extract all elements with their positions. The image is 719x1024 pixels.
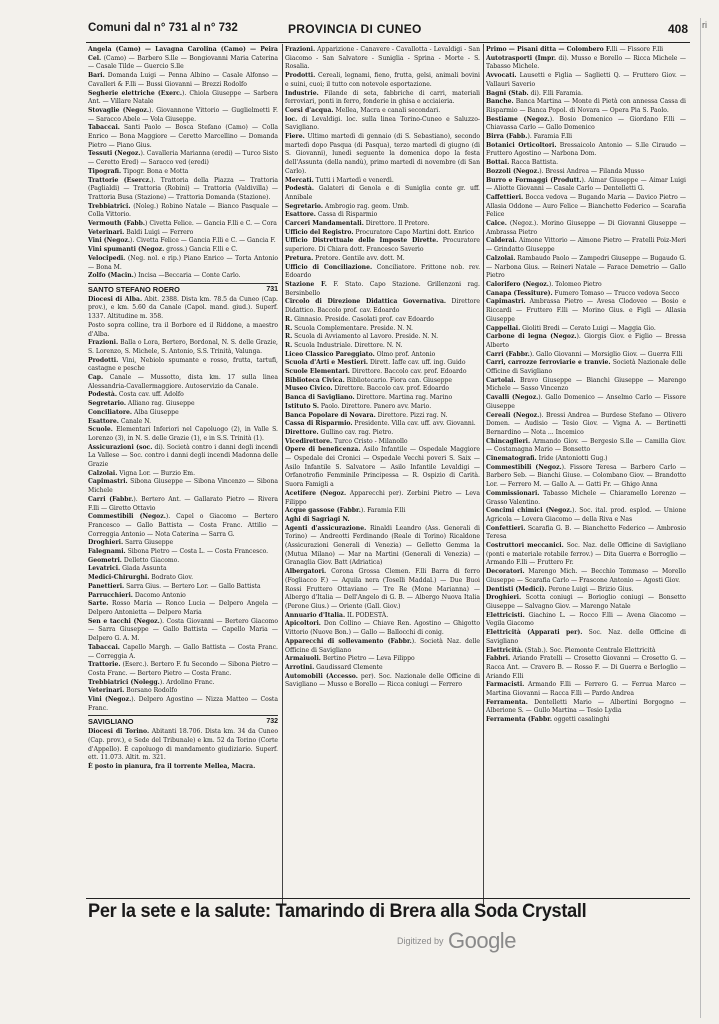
directory-entry: Medici-Chirurghi. Bodrato Giov. — [88, 574, 194, 582]
directory-entry: Veterinari. Baldi Luigi — Ferrero — [88, 228, 194, 236]
directory-entry: Burro e Formaggi (Produtt.). Aimar Giuseppe — Aimar Luigi — Aliotte Giovanni — Casale Carlo — Dentelletti G. — [486, 176, 686, 193]
directory-entry: Scuole. Elementari Inferiori nel Capoluogo (2), in Valle S. Lorenzo (3), in N. S. delle Grazie (1), e in S.S. Trinità (1). — [88, 426, 278, 442]
directory-entry: Podestà. Galateri di Genola e di Suniglia conte gr. uff. Annibale — [285, 185, 480, 201]
directory-entry: Capimastri. Ambrassa Pietro — Avesa Clodoveo — Bosio e Riccardi — Fruttero F.lli — Morino Gius. e Figli — Allasia Giuseppe — [486, 298, 686, 323]
directory-entry: Calzolai. Rambaudo Paolo — Zampedri Giuseppe — Bugaudo G. — Narbona Gius. — Reineri Natale — Farace Demetrio — Gallo Pietro — [486, 254, 686, 280]
banner-rule — [86, 898, 690, 899]
directory-entry: Arrotini. Gaudissard Clemente — [285, 663, 383, 671]
directory-entry: Sarte. Rosso Maria — Ronco Lucia — Delpero Angela — Delpero Antonietta — Delpero Maria — [88, 600, 278, 616]
directory-entry: Tessuti (Negoz.). Cavalleria Marianna (eredi) — Turco Sisto — Ceretto Ered) — Saracco ved (eredi) — [88, 150, 278, 167]
directory-entry: Cinematografi. Iride (Antoniotti Gug.) — [486, 455, 608, 463]
directory-entry: Vermouth (Fabb.) Civetta Felice. — Gancia F.lli e C. — Cora — [88, 220, 277, 228]
directory-entry: Biblioteca Civica. Bibliotecario. Fiora can. Giuseppe — [285, 376, 452, 384]
column-divider-1 — [282, 44, 283, 905]
directory-entry: Tabaccai. Santi Paolo — Bosca Stefano (Camo) — Colla Enrico — Bona Maggiore — Ceretto Marcellino — Domanda Pietro — Piano Gius. — [88, 124, 278, 149]
section-heading-savigliano — [88, 715, 278, 727]
directory-entry: Ufficio di Conciliazione. Conciliatore. Frittone nob. rev. Edoardo — [285, 263, 480, 280]
directory-entry: Vini (Negoz.). Civetta Felice — Gancia F.lli e C. — Gancia F. — [88, 237, 276, 245]
directory-entry: Bozzoli (Negoz.). Bressi Andrea — Filanda Musso — [486, 167, 645, 175]
directory-entry: Segretario. Ambrogio rag. geom. Umb. — [285, 202, 409, 210]
directory-entry: Acetifere (Negoz. Apparecchi per). Zerbini Pietro — Leva Filippo — [285, 489, 480, 506]
directory-entry: Commissionari. Tabasso Michele — Chiaramello Lorenzo — Grasso Valentino. — [486, 489, 686, 506]
directory-entry: Falegnami. Sibona Pietro — Costa L. — Costa Francesco. — [88, 548, 269, 556]
margin-mark: ri — [702, 20, 707, 30]
column-divider-2 — [483, 44, 484, 905]
header-province: PROVINCIA DI CUNEO — [288, 22, 422, 36]
directory-entry: Elettricità (Apparati per). Soc. Naz. delle Officine di Savigliano — [486, 629, 686, 645]
directory-entry: Ufficio Distrettuale delle Imposte Dirette. Procuratore superiore. Di Chiara dott. Francesco Saverio — [285, 237, 480, 254]
directory-entry: Segherie elettriche (Exerc.). Chiola Giuseppe — Sarbera Ant. — Villare Natale — [88, 89, 278, 106]
directory-entry: Bottai. Racca Battista. — [486, 159, 559, 167]
directory-entry: Cappellai. Gioliti Bredi — Cerato Luigi — Maggia Gio. — [486, 324, 656, 332]
column-2 — [285, 46, 480, 903]
directory-entry: Decoratori. Marengo Mich. — Becchio Tommaso — Morello Giuseppe — Scarafia Carlo — Frascone Antonio — Agosti Giov. — [486, 568, 686, 584]
directory-entry: Capimastri. Sibona Giuseppe — Sibona Vincenzo — Sibona Michele — [88, 478, 278, 495]
directory-entry: Farmacisti. Armando F.lli — Ferrero G. — Ferrua Marco — Martina Giovanni — Racca F.lli — Pardo Andrea — [486, 681, 686, 698]
directory-entry: Automobili (Accesso. per). Soc. Nazionale delle Officine di Savigliano — Musso e Borello — Ricca coniugi — Ferrero — [285, 672, 480, 689]
directory-entry: Aghi di Sagriagi N. — [285, 515, 350, 523]
directory-entry: Istituto S. Paolo. Direttore. Panero avv. Mario. — [285, 402, 432, 410]
header-range: Comuni dal n° 731 al n° 732 — [88, 22, 238, 34]
directory-entry: Diocesi di Alba. Abit. 2388. Dista km. 78.5 da Cuneo (Cap. prov.), e km. 5.60 da Canale (Capol. mand. giud.). Superf. 1337. Altitudine m. 358. — [88, 295, 278, 321]
directory-entry: Dentisti (Medici). Perone Luigi — Brizio Gius. — [486, 585, 634, 593]
directory-entry: Vini spumanti (Negoz. gross.) Gancia F.lli e C. — [88, 246, 238, 254]
directory-entry: Cap. Canale — Mussotto, dista km. 17 sulla linea Alessandria-Cavallermaggiore. Autoservizio da Canale. — [88, 374, 278, 390]
directory-entry: Sen e tacchi (Negoz.). Costa Giovanni — Bertero Giacomo — Sarra Giuseppe — Gallo Battista — Capello Maria — Delpero G. A. M. — [88, 617, 278, 643]
directory-entry: Calce. (Negoz.). Morino Giuseppe — Di Giovanni Giuseppe — Ambrassa Pietro — [486, 220, 686, 236]
directory-entry: R. Scuola Industriale. Direttore. N. N. — [285, 341, 403, 349]
directory-entry: Commestibili (Negoz.). Capel o Giacomo — Bertero Francesco — Gallo Battista — Costa Franc. Attilio — Correggia Antonio — Nota Caterina — Sarra G. — [88, 513, 278, 538]
directory-entry: Posto sopra colline, tra il Borbore ed il Riddone, a maestro d'Alba. — [88, 321, 278, 338]
directory-entry: Vicedirettore. Turco Cristo - Milanollo — [285, 437, 408, 445]
directory-entry: Annuario d'Italia. IL PODESTÀ. — [285, 611, 389, 619]
directory-entry: Agenti d'assicurazione. Rinaldi Leandro (Ass. Generali di Torino) — Andreotti Ferdinando (Reale di Torino) Ricaldone (Assicurazioni Generali di Venezia) — Gelletto Gemma la (Mutua Milano) — Mar na Martini (Generali di Venezia) — Granaglia Giov. Batt (Adriatica) — [285, 524, 480, 567]
directory-entry: Vini (Negoz.). Delpero Agostino — Nizza Matteo — Costa Franc. — [88, 696, 278, 712]
directory-entry: Zolfo (Macin.) Incisa —Beccaria — Conte Carlo. — [88, 272, 241, 280]
directory-entry: Ufficio del Registro. Procuratore Capo Martini dott. Enrico — [285, 228, 474, 236]
directory-entry: Canapa (Tessiture). Fumero Tomaso — Trucco vedova Secco — [486, 289, 680, 297]
directory-entry: Carbone di legna (Negoz.). Giorgis Giov. e Figlio — Bressa Alberto — [486, 333, 686, 349]
directory-entry: Levatrici. Giada Assunta — [88, 565, 167, 573]
header-rule — [86, 42, 690, 43]
directory-entry: Esattore. Canale N. — [88, 417, 152, 425]
directory-entry: Ferramenta (Fabbr. oggetti casalinghi — [486, 716, 610, 724]
directory-entry: Albergatori. Corona Grossa Clemen. F.lli Barra di ferro (Fogliacco F.) — Aquila nera (Toselli Maddal.) — Due Buoi Rossi Fruttero Ottaviano — Tre Re (Mone Marianna) — Albergo d'Italia — Dell'Angelo di G. B. — Albergo Nuova Italia (Perone Gius.) — Oriente (Gall. Giov.) — [285, 568, 480, 610]
directory-entry: Cavalli (Negoz.). Gallo Domenico — Anselmo Carlo — Fissore Giuseppe — [486, 394, 686, 410]
directory-entry: Trebbiatrici (Nolegg.). Ardolino Franc. — [88, 678, 215, 686]
page-edge — [700, 18, 713, 1018]
directory-entry: Parrucchieri. Dacomo Antonio — [88, 591, 186, 599]
directory-entry: È posto in pianura, fra il torrente Mellea, Macra. — [88, 762, 256, 770]
directory-entry: Opere di beneficenza. Asilo Infantile — Ospedale Maggiore — Ospedale dei Cronici — Ospedale Vecchi poveri S. Saix — Asilo Infantile S. Salvatore — Asilo Infantile Levaldigi — Orfanotrofio Femminile Principessa — R. Ospizio di Carità. Suora Famigli a — [285, 446, 480, 489]
directory-entry: Tabaccai. Capello Margh. — Gallo Battista — Costa Franc. — Correggia A. — [88, 643, 278, 660]
directory-entry: Liceo Classico Pareggiato. Olmo prof. Antonio — [285, 350, 436, 358]
directory-entry: R. Ginnasio. Preside. Casolati prof. cav Edoardo — [285, 315, 434, 323]
directory-entry: Costruttori meccanici. Soc. Naz. delle Officine di Savigliano (ponti e materiale rotabile ferrov.) — Dita Guerra e Borroglio — Armando F.lli — Fruttero Fr. — [486, 542, 686, 567]
directory-entry: Bestiame (Negoz.). Bosio Domenico — Giordano F.lli — Chiavassa Carlo — Gallo Domenico — [486, 115, 686, 132]
directory-entry: Chincaglieri. Armando Giov. — Bergesio S.lle — Camilla Giov. — Costamagna Mario — Bonsetto — [486, 437, 686, 454]
section-number: 732 — [266, 718, 278, 726]
directory-entry: Commestibili (Negoz.). Fissore Teresa — Barbero Carlo — Barbero Seb. — Bianchi Giuse. — Colombano Giov. — Brandotto Lor. — Ferrero M. — Gallo A. — Gatti Fr. — Ghigo Anna — [486, 463, 686, 489]
column-3 — [486, 46, 686, 903]
directory-entry: Veterinari. Borsano Rodolfo — [88, 687, 178, 695]
directory-entry: Concimi chimici (Negoz.). Soc. ital. prod. esplod. — Unione Agricola — Lovera Giacomo — della Riva e Nas — [486, 507, 686, 523]
directory-entry: Frazioni. Balla o Lora, Bertero, Bordonal, N. S. delle Grazie, S. Lorenzo, S. Michele, S. Antonio, S.S. Trinità, Valunga. — [88, 339, 278, 355]
column-1 — [88, 46, 278, 903]
directory-entry: Segretario. Alliano rag. Giuseppe — [88, 400, 195, 408]
directory-entry: Geometri. Delletto Giacomo. — [88, 556, 180, 564]
directory-entry: Fabbri. Ariando Fratelli — Crosetto Giovanni — Crosetto G. — Racca Ant. — Cravero B. — Rosso F. — Di Guerra e Berloglio — Ariando F.lli — [486, 655, 686, 680]
directory-entry: Carri (Fabbr.). Gallo Giovanni — Morsiglio Giov. — Guerra F.lli — [486, 350, 683, 358]
directory-entry: Frazioni. Apparizione - Canavere - Cavallotta - Levaldigi - San Giacomo - San Salvatore - Suniglia - Sprina - Morte - S. Rosalia. — [285, 46, 480, 71]
directory-entry: Elettricità. (Stab.). Soc. Piemonte Centrale Elettricità — [486, 646, 656, 654]
directory-entry: Trattorie (Esercz.). Trattoria della Piazza — Trattoria (Paglialdi) — Trattoria (Robini) — Trattoria (Valdivilla) — Trattoria Busa (Stazione) — Trattoria Domanda (Stazione). — [88, 176, 278, 201]
directory-entry: Panettieri. Sarra Gius. — Bertero Lor. — Gallo Battista — [88, 582, 261, 590]
directory-entry: Velocipedi. (Neg. nol. e rip.) Piano Enrico — Torta Antonio — Bona M. — [88, 254, 278, 271]
directory-entry: Esattore. Cassa di Risparmio — [285, 211, 378, 219]
directory-entry: Diocesi di Torino. Abitanti 18.706. Dista km. 34 da Cuneo (Cap. prov.), e Sede del Tribunale) e km. 52 da Torino (Corte d'Appello). È capoluogo di mandamento giudiziario. Superf. ett. 11.073. Altit. m. 321. — [88, 728, 278, 762]
directory-entry: Acque gassose (Fabbr.). Faramia F.lli — [285, 507, 406, 515]
directory-entry: Carri (Fabbr.). Bertero Ant. — Gallarato Pietro — Rivera F.lli — Giretto Ottavio — [88, 495, 278, 512]
directory-entry: R. Scuola Complementare. Preside. N. N. — [285, 324, 413, 332]
directory-entry: Primo — Pisani ditta — Colombero F.lli — Fissore F.lli — [486, 46, 664, 53]
directory-entry: Confettieri. Scarafia G. B. — Bianchetto Federico — Ambrosio Teresa — [486, 524, 686, 541]
page-number: 408 — [667, 22, 688, 36]
directory-entry: Pretura. Pretore. Gentile avv. dott. M. — [285, 254, 405, 262]
directory-entry: Mercati. Tutti i Martedì e venerdì. — [285, 176, 394, 184]
digitized-by-watermark — [397, 928, 577, 958]
directory-entry: Angela (Camo) — Lavagna Carolina (Camo) — Peira Cel. (Camo) — Barbero S.lle — Bongiovanni Maria Caterina — Casale Tilde — Guercio S.lle — [88, 46, 278, 71]
directory-entry: Armaiuoli. Bertino Pietro — Leva Filippo — [285, 655, 415, 663]
directory-entry: Banca di Savigliano. Direttore. Martina rag. Marino — [285, 394, 453, 402]
directory-entry: Industrie. Filande di seta, fabbriche di carri, materiali ferroviari, ponti in ferro, fonderie in ghisa e acciaieria. — [285, 89, 480, 106]
directory-entry: Banca Popolare di Novara. Direttore. Pizzi rag. N. — [285, 411, 448, 419]
directory-entry: Scuola d'Arti e Mestieri. Dirett. Iaffe cav. uff. ing. Guido — [285, 359, 466, 367]
directory-entry: Museo Civico. Direttore. Baccolo cav. prof. Edoardo — [285, 385, 450, 393]
directory-entry: Trattorie. (Eserc.). Bertero F. fu Secondo — Sibona Pietro — Costa Franc. — Bertero Pietro — Costa Franc. — [88, 661, 278, 677]
directory-entry: Autotrasporti (Impr. di). Musso e Borello — Ricca Michele — Tabasso Michele. — [486, 54, 686, 71]
directory-entry: loc. di Levaldigi. loc. sulla linea Torino-Cuneo e Saluzzo-Savigliano. — [285, 115, 480, 132]
directory-entry: Carri, carrozze ferroviarie e tranvie. Società Nazionale delle Officine di Savigliano — [486, 359, 686, 376]
digitized-by-text: Digitized by — [397, 936, 444, 946]
directory-entry: Avvocati. Lausetti e Figlia — Saglietti Q. — Fruttero Giov. — Vallauri Saverio — [486, 72, 686, 88]
directory-entry: Scuole Elementari. Direttore. Baccolo cav. prof. Edoardo — [285, 368, 467, 376]
directory-entry: Apicoltori. Don Collino — Chiave Ren. Agostino — Ghigotto Vittorio (Nuove Bon.) — Gallo — Ballocchi di conig. — [285, 620, 480, 637]
directory-entry: Tipografi. Tipogr. Bona e Motta — [88, 167, 189, 175]
google-logo: Google — [447, 928, 516, 953]
directory-entry: Fiere. Ultimo martedì di gennaio (di S. Sebastiano), secondo martedì dopo Pasqua (di Pasqua), terzo martedì di giugno (di S. Giovanni), lunedì seguente la domenica dopo la festa dell'Assunta (della nandù), primo martedì di novembre (di San Carlo). — [285, 133, 480, 175]
directory-entry: R. Scuola di Avviamento al Lavoro. Preside. N. N. — [285, 333, 439, 341]
directory-entry: Droghieri. Scotta coniugi — Borioglio coniugi — Bonsetto Giuseppe — Salvagno Giov. — Marengo Natale — [486, 594, 686, 610]
directory-entry: Cereali (Negoz.). Bressi Andrea — Burdese Stefano — Olivero Domen. — Audisio — Tesio Giov. — Vigna A. — Bertinetti Bernardino — Nota ... Incemico — [486, 411, 686, 436]
directory-entry: Caffettieri. Bocca vedova — Bugando Maria — Davico Pietro — Allasia Oddone — Auro Felice — Bianchetto Federico — Scarafia Felice — [486, 193, 686, 219]
directory-entry: Stovaglie (Negoz.). Giovannone Vittorio — Guglielmetti F. — Saracco Abele — Vola Giuseppe. — [88, 106, 278, 123]
directory-entry: Botanici Orticoltori. Bressaicolo Antonio — S.lle Ciraudo — Fruttero Agostino — Narbona Dom. — [486, 141, 686, 158]
directory-entry: Cartolai. Bravo Giuseppe — Bianchi Giuseppe — Marengo Michele — Sasso Vincenzo — [486, 376, 686, 393]
directory-entry: Apparecchi di sollevamento (Fabbr.). Società Naz. delle Officine di Savigliano — [285, 637, 480, 654]
section-title: SAVIGLIANO — [88, 717, 134, 727]
directory-entry: Prodotti. Vini, Nebiolo spumante e rosso, frutta, tartufi, castagne e pesche — [88, 356, 278, 373]
directory-entry: Calorifero (Negoz.). Tolomeo Pietro — [486, 280, 602, 288]
directory-entry: Calzolai. Vigna Lor. — Burzio Em. — [88, 469, 196, 477]
directory-entry: Calderai. Aimone Vittorio — Aimone Pietro — Fratelli Poiz-Meri — Grindatto Giuseppe — [486, 237, 686, 254]
directory-entry: Corsi d'acqua. Mellea, Macra e canali secondari. — [285, 106, 441, 114]
advertisement-banner: Per la sete e la salute: Tamarindo di Brera alla Soda Crystall — [88, 900, 587, 922]
directory-entry: Bari. Domanda Luigi — Penna Albino — Casale Alfonso — Cavalleri & F.lli — Bussi Giovanni — Brezzi Rodolfo — [88, 72, 278, 88]
directory-entry: Banche. Banca Martina — Monte di Pietà con annessa Cassa di Risparmio — Banca Popol. di Novara — Opera Pia S. Paolo. — [486, 98, 686, 114]
directory-entry: Ferramenta. Dentelletti Mario — Albertini Borgogno — Alberione S. — Gullo Martina — Tesio Lydia — [486, 698, 686, 715]
page-header — [88, 22, 688, 42]
directory-entry: Carceri Mandamentali. Direttore. Il Pretore. — [285, 220, 430, 228]
directory-entry: Direttore. Gullino cav. rag. Pietro. — [285, 428, 394, 436]
directory-entry: Stazione F. F. Stato. Capo Stazione. Grillenzoni rag. Bersinbello — [285, 280, 480, 297]
directory-entry: Bagni (Stab. di). F.lli Faramia. — [486, 89, 583, 97]
directory-entry: Birra (Fabb.). Faramia F.lli — [486, 133, 573, 141]
section-heading-santo-stefano — [88, 283, 278, 295]
section-number: 731 — [266, 285, 278, 293]
directory-entry: Elettricisti. Giachino L. — Rocco F.lli — Avena Giacomo — Vegila Giacomo — [486, 611, 686, 628]
directory-entry: Assicurazioni (soc. di). Società contro i danni degli incendi La Vallese — Soc. contro i danni degli incendi Madonna delle Grazie — [88, 443, 278, 469]
section-title: SANTO STEFANO ROERO — [88, 284, 180, 294]
directory-entry: Circolo di Direzione Didattica Governativa. Direttore Didattico. Baccolo prof. cav. Edoardo — [285, 298, 480, 315]
directory-entry: Prodotti. Cereali, legnami, fieno, frutta, gelsi, animali bovini e suini, cuoi; il tutto con notevole esportazione. — [285, 72, 480, 88]
directory-entry: Droghieri. Sarra Giuseppe — [88, 539, 174, 547]
directory-entry: Conciliatore. Alba Giuseppe — [88, 408, 179, 416]
directory-entry: Podestà. Costa cav. uff. Adolfo — [88, 391, 184, 399]
directory-entry: Trebbiatrici. (Noleg.) Robino Natale — Bianco Pasquale — Colla Vittorio. — [88, 202, 278, 219]
directory-entry: Cassa di Risparmio. Presidente. Villa cav. uff. avv. Giovanni. — [285, 420, 476, 428]
